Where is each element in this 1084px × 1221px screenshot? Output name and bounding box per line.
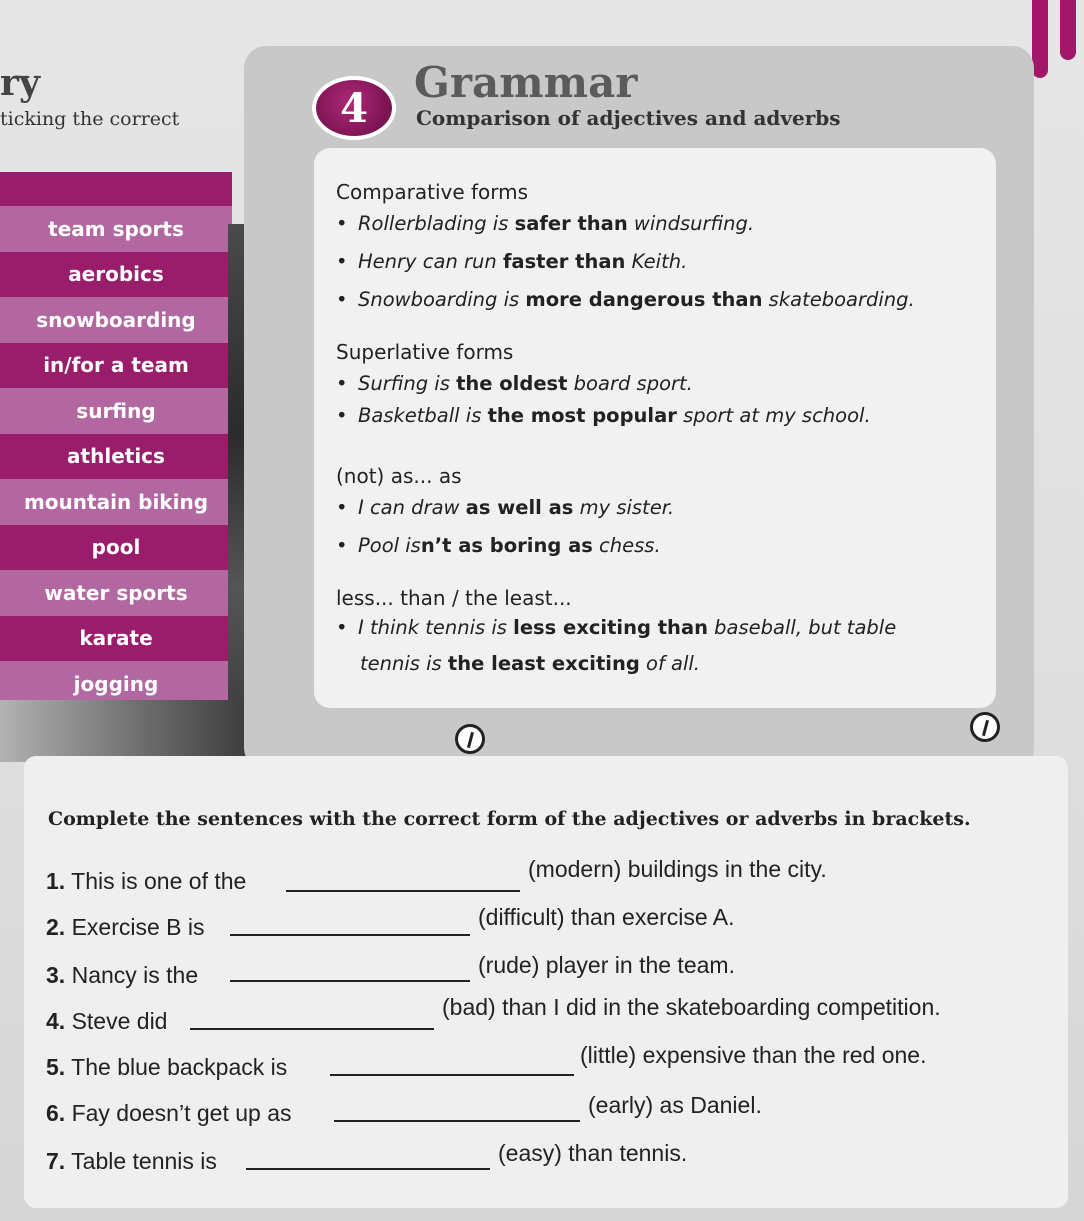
question-hint: (difficult) than exercise A. [478, 904, 735, 930]
section-heading: less... than / the least... [336, 586, 572, 610]
answer-blank[interactable] [246, 1168, 490, 1170]
vocabulary-heading: ry [0, 62, 40, 104]
unit-number-badge: 4 [312, 76, 396, 140]
vocabulary-list [0, 172, 232, 707]
example-sentence: • Snowboarding is more dangerous than skateboarding. [336, 288, 915, 311]
vocab-item: aerobics [0, 252, 232, 298]
question-hint: (easy) than tennis. [498, 1140, 688, 1166]
vocab-item: team sports [0, 206, 232, 252]
example-sentence: • I can draw as well as my sister. [336, 496, 675, 519]
example-sentence-continuation: tennis is the least exciting of all. [360, 652, 701, 675]
bullet-icon: • [336, 404, 348, 427]
page-tab-marker [1032, 0, 1048, 78]
question-hint: (little) expensive than the red one. [580, 1042, 927, 1068]
bullet-icon: • [336, 372, 348, 395]
question-prompt: 1. This is one of the [46, 868, 247, 894]
bullet-icon: • [336, 534, 348, 557]
bullet-icon: • [336, 616, 348, 639]
vocab-item: in/for a team [0, 343, 232, 389]
answer-blank[interactable] [190, 1028, 434, 1030]
answer-blank[interactable] [330, 1074, 574, 1076]
section-heading: (not) as... as [336, 464, 462, 488]
bullet-icon: • [336, 250, 348, 273]
page-tab-marker [1060, 0, 1076, 60]
grammar-title: Grammar [414, 58, 638, 107]
section-heading: Superlative forms [336, 340, 514, 364]
section-heading: Comparative forms [336, 180, 529, 204]
vocab-item: jogging [0, 661, 232, 707]
question-prompt: 2. Exercise B is [46, 914, 205, 940]
question-hint: (modern) buildings in the city. [528, 856, 827, 882]
example-sentence: • Surfing is the oldest board sport. [336, 372, 693, 395]
question-prompt: 7. Table tennis is [46, 1148, 217, 1174]
vocab-item: karate [0, 616, 232, 662]
example-sentence: • I think tennis is less exciting than baseball, but table [336, 616, 897, 639]
bullet-icon: • [336, 496, 348, 519]
question-prompt: 6. Fay doesn’t get up as [46, 1100, 292, 1126]
vocabulary-instruction: ticking the correct [0, 108, 180, 130]
question-prompt: 5. The blue backpack is [46, 1054, 288, 1080]
question-hint: (bad) than I did in the skateboarding competition. [442, 994, 941, 1020]
example-sentence: • Henry can run faster than Keith. [336, 250, 688, 273]
bullet-icon: • [336, 288, 348, 311]
vocab-item: mountain biking [0, 479, 232, 525]
info-icon[interactable] [455, 724, 485, 754]
question-prompt: 4. Steve did [46, 1008, 168, 1034]
vocab-item: pool [0, 525, 232, 571]
answer-blank[interactable] [286, 890, 520, 892]
example-sentence: • Basketball is the most popular sport at my school. [336, 404, 871, 427]
answer-blank[interactable] [230, 934, 470, 936]
answer-blank[interactable] [230, 980, 470, 982]
vocab-item: water sports [0, 570, 232, 616]
grammar-subtitle: Comparison of adjectives and adverbs [416, 106, 841, 130]
vocab-item: surfing [0, 388, 232, 434]
bullet-icon: • [336, 212, 348, 235]
vocab-item: athletics [0, 434, 232, 480]
example-sentence: • Rollerblading is safer than windsurfing. [336, 212, 755, 235]
question-hint: (early) as Daniel. [588, 1092, 762, 1118]
exercise-instruction: Complete the sentences with the correct form of the adjectives or adverbs in brackets. [48, 808, 971, 830]
tree-photo [0, 700, 248, 762]
question-hint: (rude) player in the team. [478, 952, 735, 978]
answer-blank[interactable] [334, 1120, 580, 1122]
vocab-item: snowboarding [0, 297, 232, 343]
question-prompt: 3. Nancy is the [46, 962, 199, 988]
vocabulary-list-header [0, 172, 232, 206]
example-sentence: • Pool isn’t as boring as chess. [336, 534, 661, 557]
info-icon[interactable] [970, 712, 1000, 742]
